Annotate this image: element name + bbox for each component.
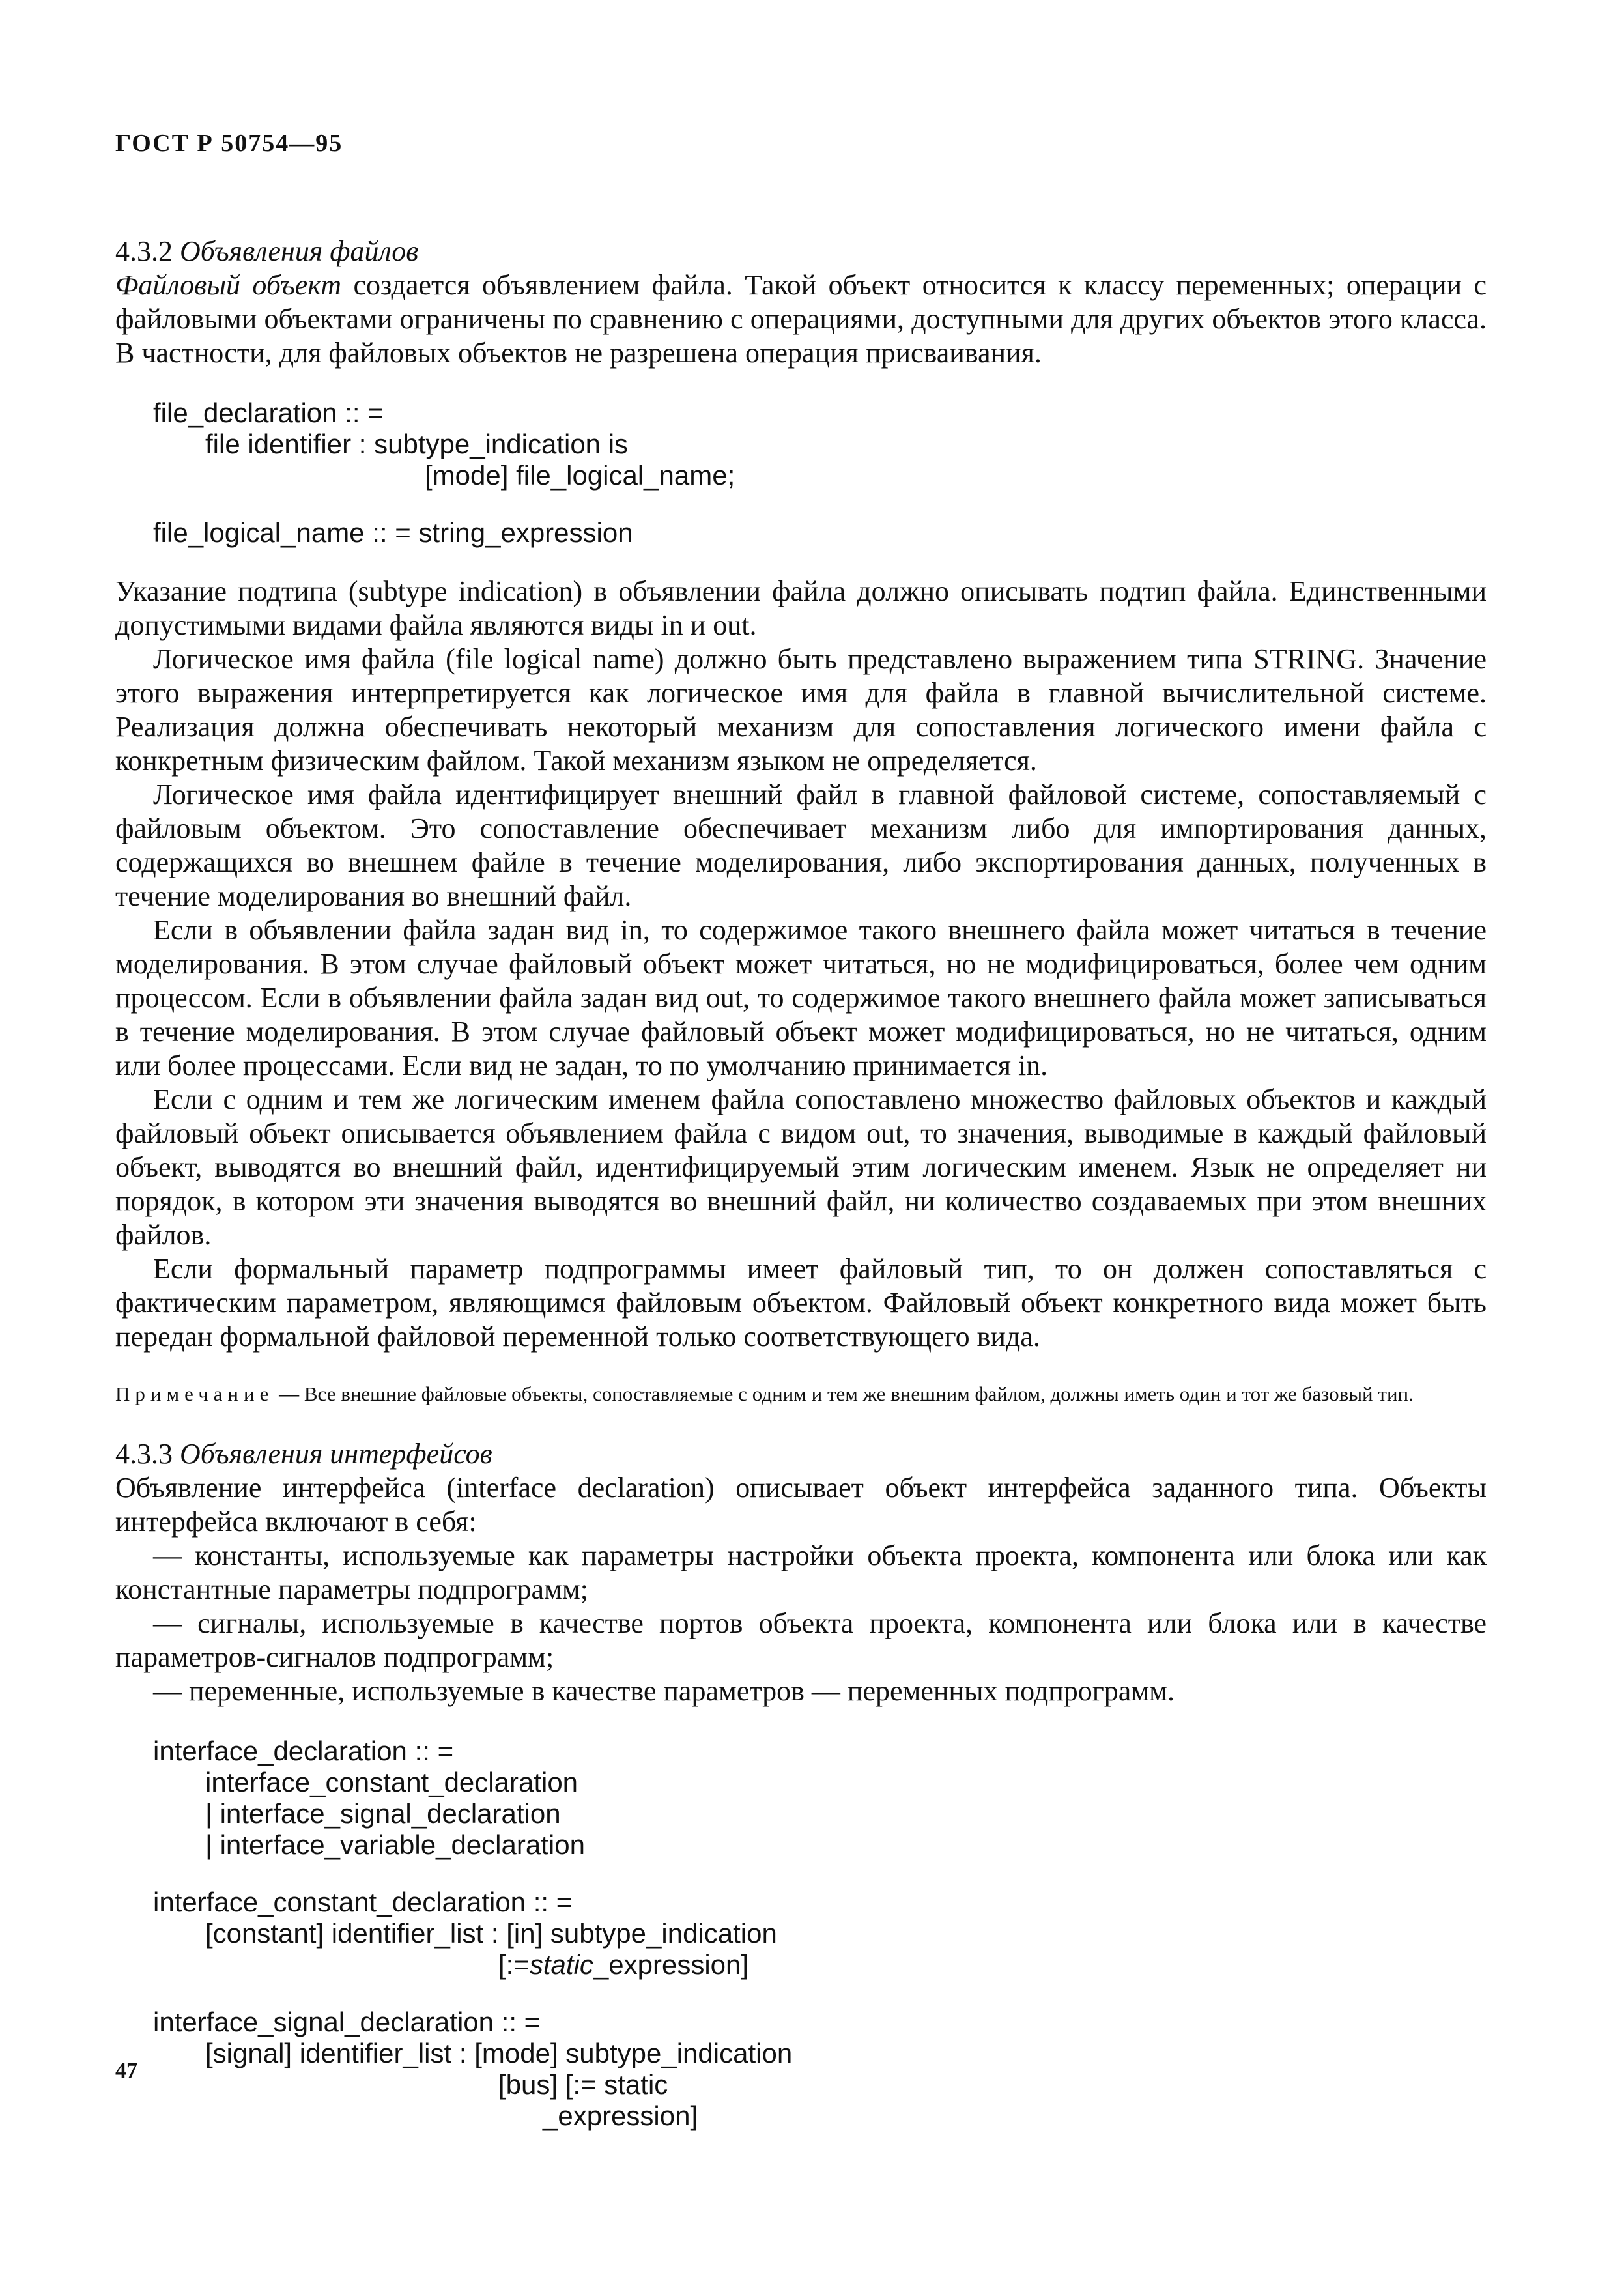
code-fragment: [:= bbox=[498, 1949, 530, 1980]
section-intro-paragraph: Объявление интерфейса (interface declaration) описывает объект интерфейса заданного типа. Объекты интерфейса включают в себя: bbox=[115, 1472, 1487, 1538]
list-item: — переменные, используемые в качестве параметров — переменных подпрограмм. bbox=[153, 1675, 1175, 1707]
page-header: ГОСТ Р 50754—95 bbox=[115, 130, 343, 157]
code-fragment: _expression] bbox=[593, 1949, 749, 1980]
page-number: 47 bbox=[115, 2059, 137, 2083]
note bbox=[115, 1381, 1487, 1407]
note-label: Примечание bbox=[115, 1382, 274, 1405]
list-item: — константы, используемые как параметры настройки объекта проекта, компонента или блока или как константные параметры подпрограмм; bbox=[115, 1539, 1487, 1605]
code-line: interface_declaration :: = bbox=[153, 1736, 454, 1766]
code-fragment: static bbox=[529, 1949, 593, 1980]
code-line: _expression] bbox=[543, 2100, 698, 2131]
code-line bbox=[153, 1949, 1487, 1981]
code-line: file_declaration :: = bbox=[153, 397, 384, 428]
term-file-object: Файловый объект bbox=[115, 269, 342, 301]
section-intro-paragraph bbox=[115, 268, 1487, 370]
note-text: — Все внешние файловые объекты, сопоставляемые с одним и тем же внешним файлом, должны иметь один и тот же базовый тип. bbox=[274, 1382, 1414, 1405]
section-title: Объявления файлов bbox=[180, 235, 419, 267]
paragraph: Указание подтипа (subtype indication) в объявлении файла должно описывать подтип файла. Единственными допустимыми видами файла являются виды in и out. bbox=[115, 575, 1487, 641]
code-line: [mode] file_logical_name; bbox=[425, 460, 735, 491]
section-number: 4.3.2 bbox=[115, 235, 173, 267]
code-line: [bus] [:= static bbox=[498, 2069, 668, 2100]
paragraph: Если с одним и тем же логическим именем файла сопоставлено множество файловых объектов и каждый файловый объект описывается объявлением файла с видом out, то значения, выводимые в каждый файловый объект, выводятся во внешний файл, идентифицируемый этим логическим именем. Язык не определяет ни порядок, в котором эти значения выводятся во внешний файл, ни количество создаваемых при этом внешних файлов. bbox=[115, 1083, 1487, 1251]
code-line: interface_constant_declaration bbox=[205, 1767, 578, 1797]
intro-text: создается объявлением файла. Такой объект относится к классу переменных; операции с файловыми объектами ограничены по сравнению с операциями, доступными для других объектов этого класса. В частности, для файловых объектов не разрешена операция присваивания. bbox=[115, 269, 1487, 369]
paragraph: Если в объявлении файла задан вид in, то содержимое такого внешнего файла может читаться в течение моделирования. В этом случае файловый объект может читаться, но не модифицироваться, более чем одним процессом. Если в объявлении файла задан вид out, то содержимое такого внешнего файла может записываться в течение моделирования. В этом случае файловый объект может модифицироваться, но не читаться, одним или более процессами. Если вид не задан, то по умолчанию принимается in. bbox=[115, 914, 1487, 1081]
section-title: Объявления интерфейсов bbox=[180, 1438, 492, 1470]
code-line: interface_constant_declaration :: = bbox=[153, 1887, 573, 1917]
code-line: | interface_signal_declaration bbox=[205, 1798, 561, 1829]
list-item: — сигналы, используемые в качестве портов объекта проекта, компонента или блока или в качестве параметров-сигналов подпрограмм; bbox=[115, 1607, 1487, 1673]
paragraph: Логическое имя файла (file logical name) должно быть представлено выражением типа STRING. Значение этого выражения интерпретируется как логическое имя для файла в главной вычислительной системе. Реализация должна обеспечивать некоторый механизм для сопоставления логического имени файла с конкретным физическим файлом. Такой механизм языком не определяется. bbox=[115, 643, 1487, 777]
code-interface-declaration bbox=[153, 1736, 1487, 2132]
code-line: | interface_variable_declaration bbox=[205, 1829, 585, 1860]
code-line: [constant] identifier_list : [in] subtype_indication bbox=[205, 1918, 777, 1949]
code-line: file_logical_name :: = string_expression bbox=[153, 517, 633, 548]
page-content bbox=[115, 235, 1487, 2132]
section-heading-432 bbox=[115, 235, 1487, 268]
paragraph: Логическое имя файла идентифицирует внешний файл в главной файловой системе, сопоставляемый с файловым объектом. Это сопоставление обеспечивает механизм либо для импортирования данных, содержащихся во внешнем файле в течение моделирования, либо экспортирования данных, полученных в течение моделирования во внешний файл. bbox=[115, 779, 1487, 912]
section-number: 4.3.3 bbox=[115, 1438, 173, 1470]
code-line: [signal] identifier_list : [mode] subtype_indication bbox=[205, 2038, 793, 2068]
code-line: interface_signal_declaration :: = bbox=[153, 2007, 541, 2037]
paragraph: Если формальный параметр подпрограммы имеет файловый тип, то он должен сопоставляться с фактическим параметром, являющимся файловым объектом. Файловый объект конкретного вида может быть передан формальной файловой переменной только соответствующего вида. bbox=[115, 1253, 1487, 1353]
code-file-declaration bbox=[153, 397, 1487, 549]
code-line: file identifier : subtype_indication is bbox=[205, 429, 629, 459]
section-heading-433 bbox=[115, 1437, 1487, 1471]
object-list bbox=[115, 1539, 1487, 1708]
